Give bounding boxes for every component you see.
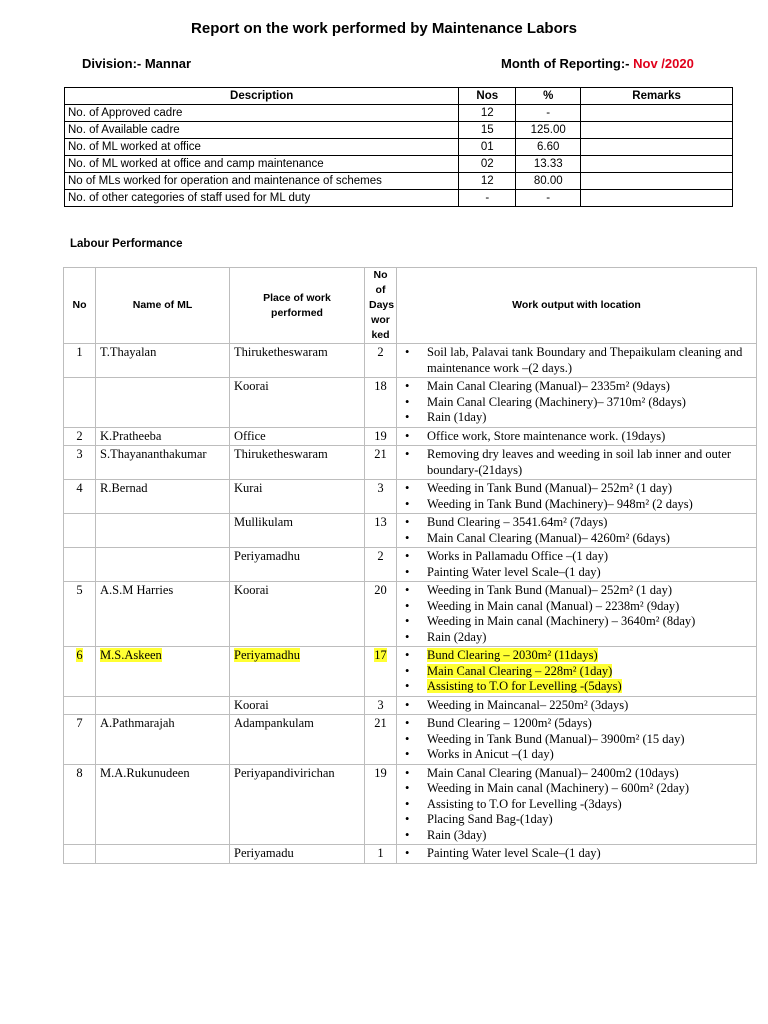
- work-output-text: Main Canal Clearing (Manual)– 4260m² (6days): [427, 530, 670, 545]
- work-output-item: [427, 766, 752, 782]
- work-output-list: [401, 515, 752, 546]
- summary-remarks-cell: [581, 156, 733, 173]
- summary-table: [64, 87, 733, 207]
- labour-place-cell: [230, 427, 365, 446]
- summary-header-cell: Nos: [459, 88, 516, 105]
- work-output-text: Weeding in Tank Bund (Manual)– 3900m² (15 day): [427, 731, 685, 746]
- work-output-item: [427, 812, 752, 828]
- division-label: Division:- Mannar: [82, 56, 192, 71]
- labour-days-cell: [365, 548, 397, 582]
- work-output-list: [401, 549, 752, 580]
- labour-name-cell-text: A.S.M Harries: [100, 583, 174, 597]
- work-output-list: [401, 447, 752, 478]
- summary-nos-cell: -: [459, 190, 516, 207]
- labour-place-cell-text: Office: [234, 428, 266, 443]
- work-output-list: [401, 766, 752, 844]
- labour-performance-heading: Labour Performance: [70, 238, 183, 250]
- labour-name-cell-text: T.Thayalan: [100, 345, 157, 359]
- work-output-text: Bund Clearing – 1200m² (5days): [427, 716, 592, 730]
- labour-no-cell: [64, 514, 96, 548]
- labour-header-cell: Place of work performed: [230, 268, 365, 344]
- labour-no-cell: [64, 647, 96, 697]
- labour-row: [64, 696, 757, 715]
- labour-days-cell-text: 1: [377, 846, 384, 860]
- summary-remarks-cell: [581, 173, 733, 190]
- labour-no-cell: [64, 446, 96, 480]
- labour-days-cell-text: 21: [374, 447, 387, 461]
- labour-header-cell: Work output with location: [397, 268, 757, 344]
- labour-name-cell: [96, 446, 230, 480]
- labour-row: [64, 427, 757, 446]
- work-output-text: Main Canal Clearing (Manual)– 2335m² (9days): [427, 379, 670, 393]
- work-output-text: Weeding in Main canal (Machinery) – 3640m² (8day): [427, 614, 696, 628]
- summary-row: [65, 122, 733, 139]
- labour-no-cell: [64, 582, 96, 647]
- labour-place-cell-text: Thiruketheswaram: [234, 447, 328, 461]
- work-output-item: [427, 747, 752, 763]
- labour-work-output-cell: [397, 446, 757, 480]
- work-output-item: [427, 447, 752, 478]
- work-output-item: [427, 781, 752, 797]
- labour-place-cell-text: Kurai: [234, 481, 263, 495]
- work-output-text: Painting Water level Scale–(1 day): [427, 564, 601, 579]
- work-output-item: [427, 599, 752, 615]
- labour-header-cell: Name of ML: [96, 268, 230, 344]
- summary-description-cell: No. of other categories of staff used for ML duty: [65, 190, 459, 207]
- labour-place-cell: [230, 845, 365, 864]
- report-title: Report on the work performed by Maintenance Labors: [191, 20, 577, 37]
- work-output-item: [427, 345, 752, 376]
- summary-description-cell: No of MLs worked for operation and maintenance of schemes: [65, 173, 459, 190]
- labour-no-cell: [64, 845, 96, 864]
- summary-nos-cell: 01: [459, 139, 516, 156]
- labour-place-cell: [230, 344, 365, 378]
- work-output-item: [427, 614, 752, 630]
- work-output-list: [401, 345, 752, 376]
- labour-row: [64, 582, 757, 647]
- labour-place-cell: [230, 548, 365, 582]
- summary-description-cell: No. of ML worked at office: [65, 139, 459, 156]
- work-output-list: [401, 379, 752, 426]
- month-of-reporting: [501, 56, 694, 71]
- labour-days-cell: [365, 378, 397, 428]
- labour-no-cell: [64, 427, 96, 446]
- labour-place-cell-text: Thiruketheswaram: [234, 345, 328, 359]
- labour-work-output-cell: [397, 696, 757, 715]
- labour-work-output-cell: [397, 548, 757, 582]
- labour-days-cell: [365, 715, 397, 765]
- labour-no-cell-text: 3: [76, 447, 83, 461]
- work-output-text: Bund Clearing – 3541.64m² (7days): [427, 515, 608, 529]
- work-output-list: [401, 583, 752, 645]
- labour-days-cell-text: 3: [377, 697, 384, 712]
- work-output-text: Assisting to T.O for Levelling -(5days): [427, 679, 622, 693]
- summary-percent-cell: 125.00: [516, 122, 581, 139]
- work-output-item: [427, 716, 752, 732]
- work-output-text: Weeding in Main canal (Machinery) – 600m² (2day): [427, 781, 690, 795]
- labour-row: [64, 514, 757, 548]
- labour-name-cell-text: A.Pathmarajah: [100, 716, 175, 730]
- labour-name-cell: [96, 647, 230, 697]
- labour-name-cell-text: K.Pratheeba: [100, 428, 162, 443]
- labour-name-cell: [96, 715, 230, 765]
- labour-no-cell-text: 7: [76, 716, 83, 730]
- labour-name-cell: [96, 845, 230, 864]
- work-output-item: [427, 648, 752, 664]
- labour-days-cell-text: 2: [377, 345, 384, 359]
- labour-place-cell-text: Mullikulam: [234, 515, 294, 529]
- summary-remarks-cell: [581, 139, 733, 156]
- labour-name-cell-text: R.Bernad: [100, 481, 148, 495]
- work-output-text: Assisting to T.O for Levelling -(3days): [427, 796, 622, 811]
- labour-place-cell-text: Periyamadhu: [234, 549, 300, 563]
- summary-percent-cell: 6.60: [516, 139, 581, 156]
- labour-days-cell-text: 18: [374, 379, 387, 393]
- labour-row: [64, 378, 757, 428]
- work-output-text: Main Canal Clearing (Manual)– 2400m2 (10days): [427, 765, 679, 780]
- labour-days-cell: [365, 446, 397, 480]
- summary-row: [65, 156, 733, 173]
- labour-row: [64, 647, 757, 697]
- labour-place-cell: [230, 696, 365, 715]
- month-value: Nov /2020: [633, 56, 694, 71]
- labour-name-cell: [96, 514, 230, 548]
- work-output-text: Rain (1day): [427, 410, 487, 424]
- work-output-item: [427, 410, 752, 426]
- labour-header-cell: No: [64, 268, 96, 344]
- labour-days-cell-text: 19: [374, 428, 387, 443]
- work-output-text: Main Canal Clearing – 228m² (1day): [427, 663, 613, 678]
- summary-remarks-cell: [581, 190, 733, 207]
- labour-name-cell: [96, 582, 230, 647]
- labour-no-cell-text: 8: [76, 765, 83, 780]
- labour-name-cell-text: S.Thayananthakumar: [100, 447, 207, 461]
- labour-row: [64, 764, 757, 845]
- labour-no-cell: [64, 715, 96, 765]
- labour-place-cell: [230, 715, 365, 765]
- work-output-text: Weeding in Main canal (Manual) – 2238m² (9day): [427, 598, 680, 613]
- labour-place-cell-text: Koorai: [234, 583, 269, 597]
- work-output-text: Removing dry leaves and weeding in soil lab inner and outer boundary-(21days): [427, 447, 732, 477]
- work-output-item: [427, 531, 752, 547]
- work-output-item: [427, 429, 752, 445]
- labour-work-output-cell: [397, 715, 757, 765]
- work-output-list: [401, 429, 752, 445]
- labour-row: [64, 446, 757, 480]
- summary-nos-cell: 12: [459, 173, 516, 190]
- summary-header-row: [65, 88, 733, 105]
- labour-row: [64, 548, 757, 582]
- work-output-text: Rain (3day): [427, 827, 487, 842]
- work-output-text: Weeding in Tank Bund (Machinery)– 948m² (2 days): [427, 496, 693, 511]
- work-output-text: Main Canal Clearing (Machinery)– 3710m² (8days): [427, 394, 686, 409]
- summary-percent-cell: 80.00: [516, 173, 581, 190]
- work-output-item: [427, 583, 752, 599]
- labour-place-cell-text: Koorai: [234, 697, 269, 712]
- work-output-item: [427, 630, 752, 646]
- labour-work-output-cell: [397, 845, 757, 864]
- work-output-text: Office work, Store maintenance work. (19days): [427, 428, 666, 443]
- labour-no-cell: [64, 480, 96, 514]
- labour-row: [64, 845, 757, 864]
- labour-days-cell: [365, 764, 397, 845]
- summary-description-cell: No. of ML worked at office and camp maintenance: [65, 156, 459, 173]
- work-output-text: Works in Anicut –(1 day): [427, 747, 554, 761]
- work-output-item: [427, 732, 752, 748]
- labour-no-cell-text: 6: [76, 648, 83, 662]
- labour-name-cell: [96, 427, 230, 446]
- work-output-text: Bund Clearing – 2030m² (11days): [427, 648, 598, 662]
- labour-place-cell: [230, 764, 365, 845]
- labour-days-cell-text: 20: [374, 583, 387, 597]
- work-output-item: [427, 828, 752, 844]
- labour-work-output-cell: [397, 647, 757, 697]
- work-output-list: [401, 648, 752, 695]
- labour-days-cell: [365, 514, 397, 548]
- labour-place-cell: [230, 582, 365, 647]
- summary-nos-cell: 12: [459, 105, 516, 122]
- work-output-text: Rain (2day): [427, 629, 487, 644]
- labour-row: [64, 480, 757, 514]
- summary-header-cell: Remarks: [581, 88, 733, 105]
- work-output-text: Painting Water level Scale–(1 day): [427, 846, 601, 860]
- labour-row: [64, 344, 757, 378]
- labour-days-cell: [365, 582, 397, 647]
- summary-percent-cell: -: [516, 190, 581, 207]
- work-output-text: Weeding in Maincanal– 2250m² (3days): [427, 697, 629, 712]
- labour-days-cell: [365, 647, 397, 697]
- work-output-item: [427, 698, 752, 714]
- labour-no-cell-text: 5: [76, 583, 83, 597]
- work-output-item: [427, 565, 752, 581]
- labour-place-cell: [230, 514, 365, 548]
- work-output-list: [401, 846, 752, 862]
- labour-work-output-cell: [397, 427, 757, 446]
- labour-no-cell-text: 2: [76, 428, 83, 443]
- work-output-item: [427, 664, 752, 680]
- labour-no-cell-text: 4: [76, 481, 83, 495]
- work-output-item: [427, 515, 752, 531]
- labour-header-cell: No of Days wor ked: [365, 268, 397, 344]
- month-label: Month of Reporting:-: [501, 56, 630, 71]
- summary-row: [65, 190, 733, 207]
- labour-place-cell: [230, 446, 365, 480]
- work-output-text: Works in Pallamadu Office –(1 day): [427, 549, 609, 563]
- work-output-item: [427, 846, 752, 862]
- labour-name-cell: [96, 344, 230, 378]
- summary-row: [65, 105, 733, 122]
- labour-place-cell-text: Periyamadu: [234, 846, 294, 860]
- labour-place-cell-text: Periyamadhu: [234, 648, 300, 662]
- summary-header-cell: %: [516, 88, 581, 105]
- labour-name-cell: [96, 696, 230, 715]
- work-output-item: [427, 679, 752, 695]
- labour-place-cell: [230, 480, 365, 514]
- labour-place-cell-text: Periyapandivirichan: [234, 765, 335, 780]
- labour-row: [64, 715, 757, 765]
- labour-days-cell: [365, 344, 397, 378]
- work-output-list: [401, 698, 752, 714]
- labour-place-cell: [230, 647, 365, 697]
- work-output-list: [401, 481, 752, 512]
- labour-no-cell: [64, 378, 96, 428]
- labour-work-output-cell: [397, 514, 757, 548]
- work-output-item: [427, 549, 752, 565]
- labour-work-output-cell: [397, 378, 757, 428]
- labour-days-cell: [365, 427, 397, 446]
- labour-no-cell: [64, 344, 96, 378]
- summary-nos-cell: 15: [459, 122, 516, 139]
- labour-no-cell: [64, 548, 96, 582]
- labour-place-cell-text: Koorai: [234, 379, 269, 393]
- labour-days-cell: [365, 480, 397, 514]
- work-output-item: [427, 797, 752, 813]
- summary-row: [65, 173, 733, 190]
- summary-header-cell: Description: [65, 88, 459, 105]
- labour-place-cell-text: Adampankulam: [234, 716, 314, 730]
- labour-place-cell: [230, 378, 365, 428]
- work-output-item: [427, 379, 752, 395]
- work-output-item: [427, 481, 752, 497]
- summary-nos-cell: 02: [459, 156, 516, 173]
- labour-work-output-cell: [397, 764, 757, 845]
- summary-row: [65, 139, 733, 156]
- labour-no-cell: [64, 764, 96, 845]
- labour-days-cell: [365, 845, 397, 864]
- work-output-text: Weeding in Tank Bund (Manual)– 252m² (1 day): [427, 481, 672, 495]
- work-output-list: [401, 716, 752, 763]
- work-output-item: [427, 497, 752, 513]
- summary-remarks-cell: [581, 105, 733, 122]
- labour-name-cell-text: M.A.Rukunudeen: [100, 765, 190, 780]
- labour-work-output-cell: [397, 582, 757, 647]
- labour-name-cell: [96, 378, 230, 428]
- labour-name-cell: [96, 764, 230, 845]
- labour-name-cell: [96, 480, 230, 514]
- labour-days-cell-text: 17: [374, 648, 387, 662]
- work-output-text: Soil lab, Palavai tank Boundary and Thepaikulam cleaning and maintenance work –(2 days.): [427, 345, 743, 375]
- summary-percent-cell: 13.33: [516, 156, 581, 173]
- labour-days-cell-text: 2: [377, 549, 384, 563]
- labour-days-cell-text: 21: [374, 716, 387, 730]
- labour-work-output-cell: [397, 480, 757, 514]
- work-output-item: [427, 395, 752, 411]
- labour-name-cell: [96, 548, 230, 582]
- summary-description-cell: No. of Available cadre: [65, 122, 459, 139]
- labour-days-cell-text: 3: [377, 481, 384, 495]
- work-output-text: Placing Sand Bag-(1day): [427, 812, 553, 826]
- labour-days-cell-text: 13: [374, 515, 387, 529]
- summary-percent-cell: -: [516, 105, 581, 122]
- labour-work-output-cell: [397, 344, 757, 378]
- summary-remarks-cell: [581, 122, 733, 139]
- labour-no-cell-text: 1: [76, 345, 83, 359]
- labour-days-cell-text: 19: [374, 765, 387, 780]
- labour-no-cell: [64, 696, 96, 715]
- summary-description-cell: No. of Approved cadre: [65, 105, 459, 122]
- labour-header-row: [64, 268, 757, 344]
- work-output-text: Weeding in Tank Bund (Manual)– 252m² (1 day): [427, 583, 672, 597]
- labour-name-cell-text: M.S.Askeen: [100, 648, 162, 662]
- labour-performance-table: [63, 267, 757, 864]
- labour-days-cell: [365, 696, 397, 715]
